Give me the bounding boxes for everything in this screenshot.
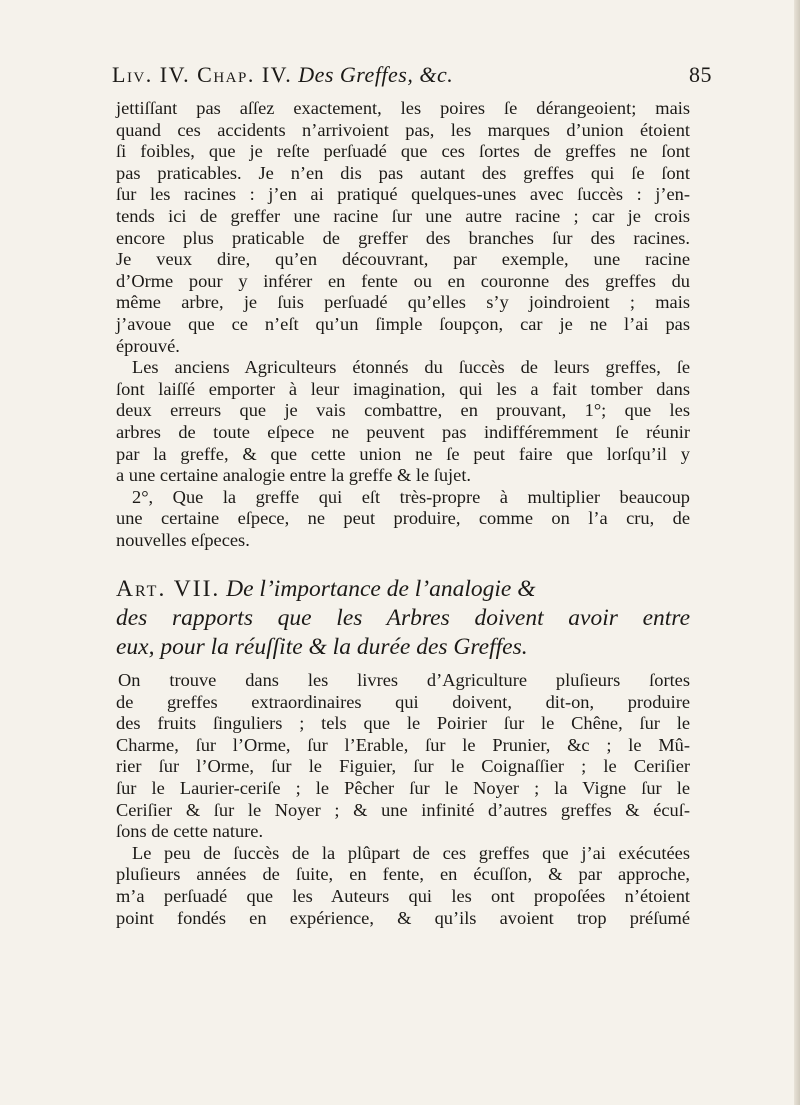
text-line: encore plus praticable de greffer des branches ſur des racines. [116,227,690,248]
text-line: ſi foibles, que je reſte perſuadé que ces ſortes de greffes ne ſont [116,141,690,162]
text-line: quand ces accidents n’arrivoient pas, les marques d’union étoient [116,119,690,140]
body-text-upper [116,98,690,551]
text-line: Ceriſier & ſur le Noyer ; & une infinité d’autres greffes & écuſ- [116,799,690,820]
article-title-line: des rapports que les Arbres doivent avoir entre [116,605,690,631]
text-line: ſont laiſſé emporter à leur imagination, qui les a fait tomber dans [116,378,690,399]
article-title-line: eux, pour la réuſſite & la durée des Greffes. [116,634,528,660]
text-line: Je veux dire, qu’en découvrant, par exemple, une racine [116,249,690,270]
running-head-title [112,62,453,88]
text-line: pluſieurs années de ſuite, en fente, en écuſſon, & par approche, [116,864,690,885]
text-line: ſur les racines : j’en ai pratiqué quelques-unes avec ſuccès : j’en- [116,184,690,205]
text-line: m’a perſuadé que les Auteurs qui les ont propoſées n’étoient [116,885,690,906]
text-line: Le peu de ſuccès de la plûpart de ces greffes que j’ai exécutées [132,842,690,863]
text-line: ſons de cette nature. [116,821,264,842]
article-heading-line [116,575,690,604]
text-line: même arbre, je ſuis perſuadé qu’elles s’y joindroient ; mais [116,292,690,313]
text-line: rier ſur l’Orme, ſur le Figuier, ſur le Coignaſſier ; le Ceriſier [116,756,690,777]
text-line: éprouvé. [116,335,180,356]
article-title-line: De l’importance de l’analogie & [226,576,536,602]
text-line: de greffes extraordinaires qui doivent, dit-on, produire [116,691,690,712]
page-number: 85 [689,62,712,87]
text-line: une certaine eſpece, ne peut produire, comme on l’a cru, de [116,508,690,529]
article-number: Art. VII. [116,576,221,602]
text-line: j’avoue que ce n’eſt qu’un ſimple ſoupçon, car je ne l’ai pas [116,313,690,334]
text-line: arbres de toute eſpece ne peuvent pas indifféremment ſe réunir [116,421,690,442]
running-head-subject: Des Greffes, &c. [298,62,454,87]
running-head [112,62,712,92]
text-line: des fruits ſinguliers ; tels que le Poirier ſur le Chêne, ſur le [116,713,690,734]
text-line: pas praticables. Je n’en dis pas autant des greffes qui ſe ſont [116,162,690,183]
text-line: 2°, Que la greffe qui eſt très-propre à multiplier beaucoup [132,486,690,507]
text-line: par la greffe, & que cette union ne ſe peut faire que lorſqu’il y [116,443,690,464]
text-line: nouvelles eſpeces. [116,529,250,550]
text-line: tends ici de greffer une racine ſur une autre racine ; car je crois [116,205,690,226]
text-line: point fondés en expérience, & qu’ils avoient trop préſumé [116,907,690,928]
text-line: d’Orme pour y inférer en fente ou en couronne des greffes du [116,270,690,291]
text-line: deux erreurs que je vais combattre, en prouvant, 1°; que les [116,400,690,421]
page-edge [794,0,800,1105]
text-line: Les anciens Agriculteurs étonnés du ſuccès de leurs greffes, ſe [132,357,690,378]
article-heading [116,575,690,662]
text-line: a une certaine analogie entre la greffe & le ſujet. [116,465,472,486]
body-text-lower [116,670,690,929]
text-line: ſur le Laurier-ceriſe ; le Pêcher ſur le Noyer ; la Vigne ſur le [116,777,690,798]
running-head-chapter: Liv. IV. Chap. IV. [112,62,293,87]
text-line: On trouve dans les livres d’Agriculture pluſieurs ſortes [118,670,690,690]
text-line: Charme, ſur l’Orme, ſur l’Erable, ſur le Prunier, &c ; le Mû- [116,734,690,755]
text-line: jettiſſant pas aſſez exactement, les poires ſe dérangeoient; mais [116,98,690,118]
